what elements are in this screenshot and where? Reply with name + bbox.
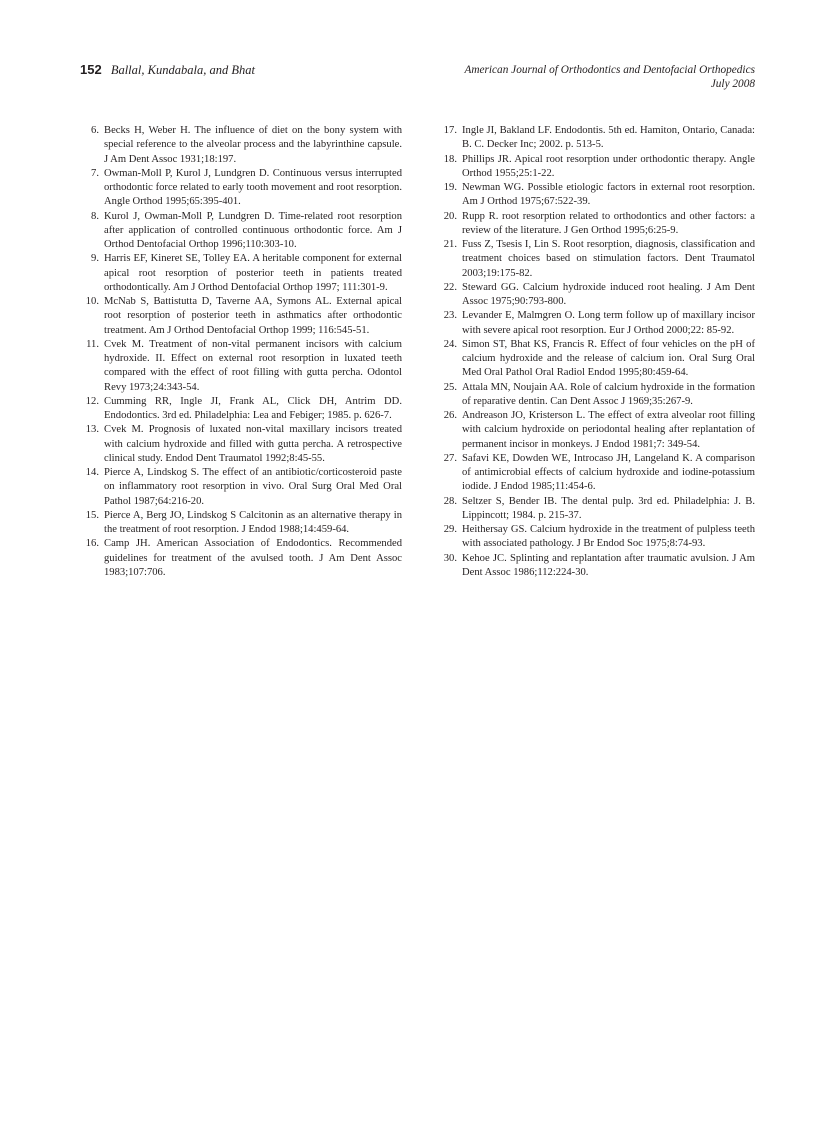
reference-text: McNab S, Battistutta D, Taverne AA, Symons AL. External apical root resorption of posterior teeth in asthmatics after orthodontic treatment. Am J Orthod Dentofacial Orthop 1999; 116:545-51. — [104, 296, 402, 336]
reference-text: Pierce A, Berg JO, Lindskog S Calcitonin as an alternative therapy in the treatment of root resorption. J Endod 1988;14:459-64. — [104, 509, 402, 535]
reference-number: 17. — [443, 125, 457, 136]
reference-item — [434, 181, 755, 210]
reference-number: 10. — [85, 296, 99, 307]
reference-text: Andreason JO, Kristerson L. The effect of extra alveolar root filling with calcium hydroxide on periodontal healing after replantation of permanent incisor in monkeys. J Endod 1981;7: 349-54. — [462, 410, 755, 450]
reference-text: Seltzer S, Bender IB. The dental pulp. 3rd ed. Philadelphia: J. B. Lippincott; 1984. p. 215-37. — [462, 495, 755, 521]
reference-item — [434, 381, 755, 410]
reference-item — [434, 552, 755, 581]
reference-text: Steward GG. Calcium hydroxide induced root healing. J Am Dent Assoc 1975;90:793-800. — [462, 281, 755, 307]
reference-number: 24. — [443, 338, 457, 350]
reference-text: Harris EF, Kineret SE, Tolley EA. A heritable component for external apical root resorption of posterior teeth in patients treated orthodontically. Am J Orthod Dentofacial Orthop 1997; 111:301-9. — [104, 253, 402, 293]
reference-text: Rupp R. root resorption related to orthodontics and other factors: a review of the literature. J Gen Orthod 1995;6:25-9. — [462, 210, 755, 236]
reference-text: Heithersay GS. Calcium hydroxide in the treatment of pulpless teeth with associated pathology. J Br Endod Soc 1975;8:74-93. — [462, 524, 755, 550]
reference-item — [76, 210, 402, 253]
reference-number: 18. — [443, 153, 457, 165]
reference-number: 12. — [85, 395, 99, 407]
references-right-column — [434, 124, 755, 580]
reference-text: Simon ST, Bhat KS, Francis R. Effect of four vehicles on the pH of calcium hydroxide and the release of calcium ion. Oral Surg Oral Med Oral Pathol Oral Radiol Endod 1995;80:459-64. — [462, 338, 755, 379]
reference-number: 16. — [85, 538, 99, 550]
reference-item — [76, 537, 402, 580]
reference-text: Pierce A, Lindskog S. The effect of an antibiotic/corticosteroid paste on inflammatory root resorption in vivo. Oral Surg Oral Med Oral Pathol 1987;64:216-20. — [104, 467, 402, 507]
reference-item — [76, 338, 402, 395]
reference-text: Kehoe JC. Splinting and replantation after traumatic avulsion. J Am Dent Assoc 1986;112:224-30. — [462, 552, 755, 578]
reference-number: 14. — [85, 467, 99, 478]
reference-number: 30. — [443, 552, 457, 564]
reference-item — [434, 153, 755, 182]
reference-text: Camp JH. American Association of Endodontics. Recommended guidelines for treatment of the avulsed tooth. J Am Dent Assoc 1983;107:706. — [104, 538, 402, 578]
running-header-right — [464, 63, 755, 91]
reference-item — [434, 338, 755, 381]
running-authors: Ballal, Kundabala, and Bhat — [110, 63, 255, 77]
reference-item — [434, 238, 755, 281]
reference-item — [434, 124, 755, 153]
reference-text: Cvek M. Treatment of non-vital permanent incisors with calcium hydroxide. II. Effect on external root resorption in luxated teeth compared with the effect of root filling with gutta percha. Odontol Revy 1973;24:343-54. — [104, 338, 402, 393]
reference-text: Cvek M. Prognosis of luxated non-vital maxillary incisors treated with calcium hydroxide and filled with gutta percha. A retrospective clinical study. Endod Dent Traumatol 1992;8:45-55. — [104, 424, 402, 464]
reference-number: 22. — [443, 281, 457, 293]
reference-text: Fuss Z, Tsesis I, Lin S. Root resorption, diagnosis, classification and treatment choices based on stimulation factors. Dent Traumatol 2003;19:175-82. — [462, 239, 755, 279]
reference-number: 11. — [86, 338, 99, 350]
reference-text: Attala MN, Noujain AA. Role of calcium hydroxide in the formation of reparative dentin. Can Dent Assoc J 1969;35:267-9. — [462, 381, 755, 407]
reference-item — [434, 309, 755, 338]
reference-number: 29. — [443, 524, 457, 535]
reference-number: 13. — [85, 424, 99, 436]
reference-item — [76, 295, 402, 338]
reference-number: 27. — [443, 452, 457, 464]
reference-item — [76, 395, 402, 424]
reference-number: 25. — [443, 381, 457, 393]
reference-item — [434, 523, 755, 552]
reference-item — [76, 167, 402, 210]
reference-text: Owman-Moll P, Kurol J, Lundgren D. Continuous versus interrupted orthodontic force related to early tooth movement and root resorption. Angle Orthod 1995;65:395-401. — [104, 167, 402, 208]
reference-number: 28. — [443, 495, 457, 507]
running-header-left — [80, 62, 255, 78]
reference-item — [434, 281, 755, 310]
reference-item — [76, 509, 402, 538]
reference-number: 20. — [443, 210, 457, 222]
reference-text: Phillips JR. Apical root resorption under orthodontic therapy. Angle Orthod 1955;25:1-22. — [462, 153, 755, 179]
page-number: 152 — [80, 62, 102, 77]
reference-item — [76, 466, 402, 509]
reference-number: 21. — [443, 239, 457, 250]
reference-text: Newman WG. Possible etiologic factors in external root resorption. Am J Orthod 1975;67:522-39. — [462, 182, 755, 208]
reference-number: 8. — [91, 210, 99, 222]
reference-number: 9. — [91, 253, 99, 265]
reference-item — [434, 495, 755, 524]
reference-text: Becks H, Weber H. The influence of diet on the bony system with special reference to the alveolar process and the labyrinthine capsule. J Am Dent Assoc 1931;18:197. — [104, 125, 402, 165]
reference-text: Kurol J, Owman-Moll P, Lundgren D. Time-related root resorption after application of controlled continuous orthodontic force. Am J Orthod Dentofacial Orthop 1996;110:303-10. — [104, 210, 402, 250]
journal-title: American Journal of Orthodontics and Dentofacial Orthopedics — [464, 64, 755, 76]
reference-item — [76, 252, 402, 295]
reference-number: 7. — [91, 167, 99, 179]
issue-date: July 2008 — [710, 78, 755, 90]
reference-item — [76, 423, 402, 466]
reference-number: 23. — [443, 310, 457, 322]
reference-item — [434, 452, 755, 495]
references-left-column — [76, 124, 402, 580]
reference-text: Ingle JI, Bakland LF. Endodontis. 5th ed. Hamiton, Ontario, Canada: B. C. Decker Inc; 2002. p. 513-5. — [462, 125, 755, 151]
reference-text: Levander E, Malmgren O. Long term follow up of maxillary incisor with severe apical root resorption. Eur J Orthod 2000;22: 85-92. — [462, 310, 755, 336]
reference-text: Cumming RR, Ingle JI, Frank AL, Click DH, Antrim DD. Endodontics. 3rd ed. Philadelphia: Lea and Febiger; 1985. p. 626-7. — [104, 395, 402, 421]
reference-text: Safavi KE, Dowden WE, Introcaso JH, Langeland K. A comparison of antimicrobial effects of calcium hydroxide and iodine-potassium iodide. J Endod 1985;11:454-6. — [462, 452, 755, 493]
reference-item — [434, 210, 755, 239]
reference-item — [434, 409, 755, 452]
reference-number: 19. — [443, 182, 457, 193]
reference-number: 26. — [443, 410, 457, 421]
reference-number: 6. — [91, 125, 99, 136]
reference-number: 15. — [85, 509, 99, 521]
reference-item — [76, 124, 402, 167]
